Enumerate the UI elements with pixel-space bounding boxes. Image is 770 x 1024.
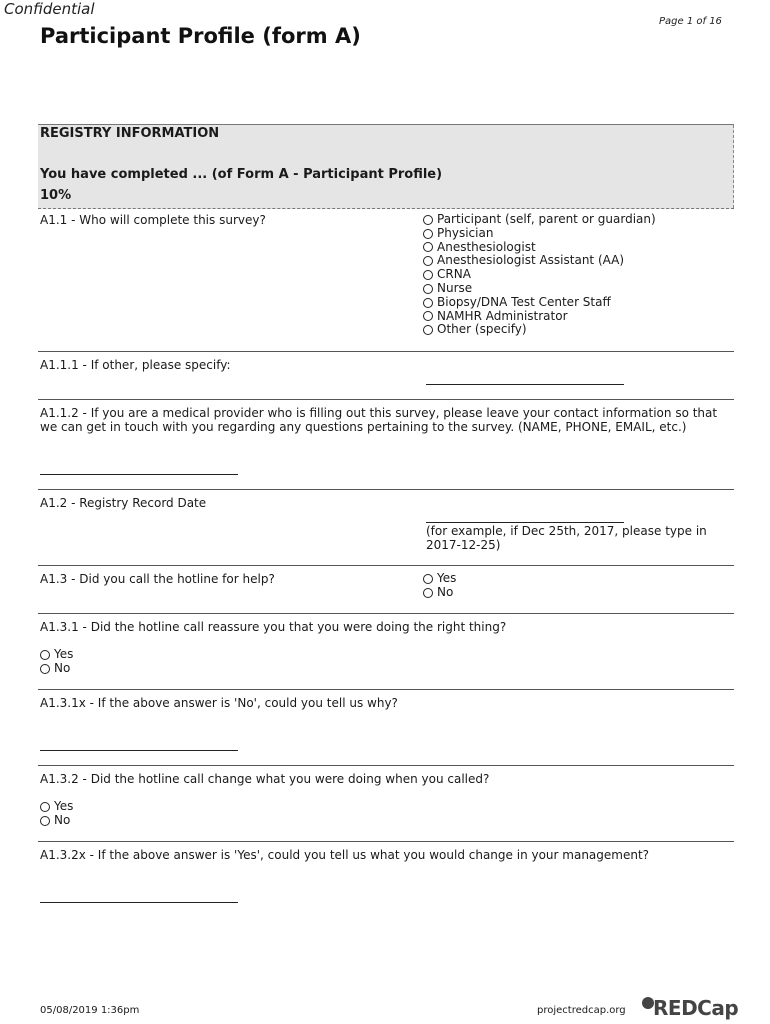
record-date-hint: (for example, if Dec 25th, 2017, please type in 2017-12-25) xyxy=(426,524,707,552)
section-title: REGISTRY INFORMATION xyxy=(40,126,220,141)
radio-circle-icon[interactable] xyxy=(423,284,433,294)
footer-date: 05/08/2019 1:36pm xyxy=(40,1005,140,1016)
radio-circle-icon[interactable] xyxy=(423,574,433,584)
radio-circle-icon[interactable] xyxy=(40,664,50,674)
option-other[interactable]: Other (specify) xyxy=(423,323,656,337)
question-a1-3-2: A1.3.2 - Did the hotline call change what you were doing when you called? xyxy=(40,772,490,786)
option-nurse[interactable]: Nurse xyxy=(423,282,656,296)
radio-group-a1-3-1 xyxy=(40,648,73,676)
option-physician[interactable]: Physician xyxy=(423,227,656,241)
radio-circle-icon[interactable] xyxy=(423,256,433,266)
management-change-field[interactable] xyxy=(40,902,238,903)
progress-value: 10% xyxy=(40,188,72,203)
option-no[interactable]: No xyxy=(40,662,73,676)
record-date-field[interactable] xyxy=(426,522,624,523)
divider xyxy=(38,689,734,690)
option-no[interactable]: No xyxy=(40,814,73,828)
contact-info-field[interactable] xyxy=(40,474,238,475)
option-namhr-admin[interactable]: NAMHR Administrator xyxy=(423,310,656,324)
radio-circle-icon[interactable] xyxy=(423,588,433,598)
radio-group-a1-3-2 xyxy=(40,800,73,828)
divider xyxy=(38,399,734,400)
radio-circle-icon[interactable] xyxy=(40,802,50,812)
divider xyxy=(38,765,734,766)
radio-circle-icon[interactable] xyxy=(423,215,433,225)
form-title: Participant Profile (form A) xyxy=(40,24,361,48)
radio-circle-icon[interactable] xyxy=(40,650,50,660)
question-a1-2: A1.2 - Registry Record Date xyxy=(40,496,207,510)
option-yes[interactable]: Yes xyxy=(423,572,456,586)
other-specify-field[interactable] xyxy=(426,384,624,385)
option-biopsy-staff[interactable]: Biopsy/DNA Test Center Staff xyxy=(423,296,656,310)
confidential-label: Confidential xyxy=(4,0,95,18)
question-a1-3: A1.3 - Did you call the hotline for help? xyxy=(40,572,275,586)
question-a1-3-1: A1.3.1 - Did the hotline call reassure you that you were doing the right thing? xyxy=(40,620,507,634)
radio-group-a1-1 xyxy=(423,213,656,337)
reason-no-field[interactable] xyxy=(40,750,238,751)
divider xyxy=(38,841,734,842)
option-no[interactable]: No xyxy=(423,586,456,600)
page-number: Page 1 of 16 xyxy=(659,16,722,27)
option-anesthesiologist[interactable]: Anesthesiologist xyxy=(423,241,656,255)
question-a1-1-1: A1.1.1 - If other, please specify: xyxy=(40,358,231,372)
option-anesthesiologist-assistant[interactable]: Anesthesiologist Assistant (AA) xyxy=(423,254,656,268)
divider xyxy=(38,565,734,566)
radio-circle-icon[interactable] xyxy=(423,325,433,335)
radio-circle-icon[interactable] xyxy=(423,298,433,308)
question-a1-3-1x: A1.3.1x - If the above answer is 'No', could you tell us why? xyxy=(40,696,398,710)
radio-circle-icon[interactable] xyxy=(423,311,433,321)
option-participant[interactable]: Participant (self, parent or guardian) xyxy=(423,213,656,227)
question-a1-3-2x: A1.3.2x - If the above answer is 'Yes', could you tell us what you would change in your management? xyxy=(40,848,650,862)
option-yes[interactable]: Yes xyxy=(40,800,73,814)
question-a1-1-2: A1.1.2 - If you are a medical provider who is filling out this survey, please leave your contact information so that we can get in touch with you regarding any questions pertaining to the survey. (NAME, PHONE, EMAIL, etc.) xyxy=(40,406,718,434)
option-yes[interactable]: Yes xyxy=(40,648,73,662)
divider xyxy=(38,613,734,614)
question-a1-1: A1.1 - Who will complete this survey? xyxy=(40,213,266,227)
radio-group-a1-3 xyxy=(423,572,456,600)
divider xyxy=(38,489,734,490)
radio-circle-icon[interactable] xyxy=(423,229,433,239)
footer-site: projectredcap.org xyxy=(537,1005,626,1016)
option-crna[interactable]: CRNA xyxy=(423,268,656,282)
radio-circle-icon[interactable] xyxy=(423,270,433,280)
progress-label: You have completed ... (of Form A - Participant Profile) xyxy=(40,167,443,182)
radio-circle-icon[interactable] xyxy=(423,242,433,252)
redcap-logo: REDCap xyxy=(647,996,732,1020)
radio-circle-icon[interactable] xyxy=(40,816,50,826)
divider xyxy=(38,351,734,352)
